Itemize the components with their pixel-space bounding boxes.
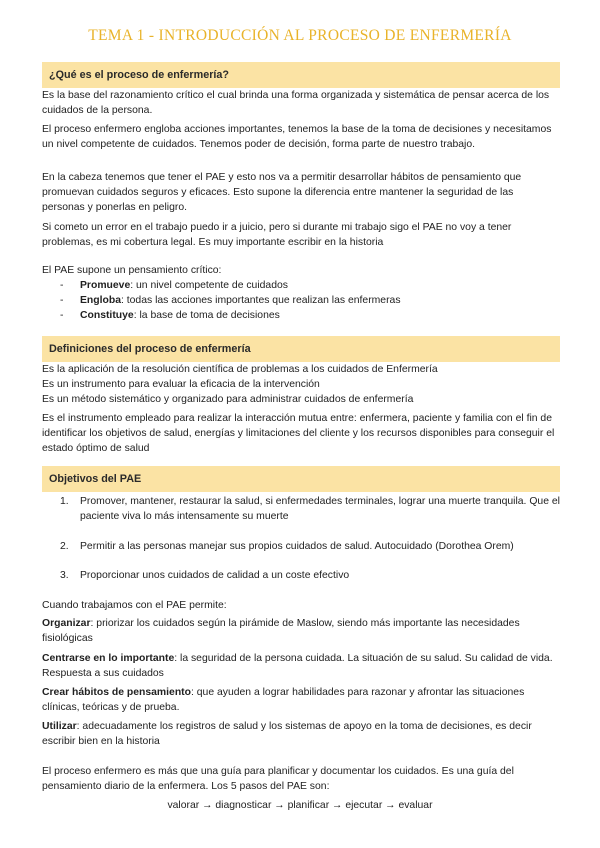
list-item	[42, 278, 558, 293]
pae-steps: valorar → diagnosticar → planificar → ejecutar → evaluar	[167, 800, 433, 811]
paragraph: El proceso enfermero es más que una guía para planificar y documentar los cuidados. Es una guía del pensamiento diario de la enfermera. Los 5 pasos del PAE son:	[42, 766, 514, 792]
bullet-dash: -	[60, 295, 64, 306]
list-item	[42, 293, 558, 308]
paragraph: Es la base del razonamiento crítico el cual brinda una forma organizada y sistemática de pensar acerca de los cuidados de la persona.	[42, 90, 550, 116]
section-heading-que-es	[42, 62, 560, 88]
bullet-term: Engloba	[80, 295, 121, 306]
paragraph: El proceso enfermero engloba acciones importantes, tenemos la base de la toma de decisiones y necesitamos un nivel competente de cuidados. Tenemos poder de decisión, forma parte de nuestro trabajo.	[42, 124, 552, 150]
definition-text: : la seguridad de la persona cuidada. La situación de su salud. Su calidad de vida. Respuesta a sus cuidados	[42, 653, 553, 679]
definition-paragraph	[42, 719, 558, 749]
section-heading-text: Definiciones del proceso de enfermería	[49, 343, 251, 355]
numbered-item	[60, 494, 560, 524]
definition-line: Es un instrumento para evaluar la eficacia de la intervención	[42, 379, 320, 390]
definition-paragraph	[42, 685, 558, 715]
paragraph: En la cabeza tenemos que tener el PAE y esto nos va a permitir desarrollar hábitos de pensamiento que promuevan cuidados seguros y eficaces. Esto supone la diferencia entre mantener la seguridad de las personas y ponerlas en peligro.	[42, 172, 522, 213]
bullet-list	[42, 278, 558, 323]
item-text: Promover, mantener, restaurar la salud, si enfermedades terminales, lograr una muerte tranquila. Que el paciente viva lo más intensamente su muerte	[80, 496, 560, 522]
definition-text: : priorizar los cuidados según la pirámide de Maslow, siendo más importante las necesidades fisiológicas	[42, 618, 520, 644]
list-intro: El PAE supone un pensamiento crítico:	[42, 265, 222, 276]
list-item	[42, 308, 558, 323]
paragraph: Es el instrumento empleado para realizar la interacción mutua entre: enfermera, paciente y familia con el fin de identificar los objetivos de salud, energías y limitaciones del cliente y los recursos disponibles para conseguir el estado óptimo de salud	[42, 413, 555, 454]
bullet-dash: -	[60, 280, 64, 291]
item-text: Proporcionar unos cuidados de calidad a un coste efectivo	[80, 570, 350, 581]
section-heading-definiciones	[42, 336, 560, 362]
item-number: 3.	[60, 570, 69, 581]
bullet-text: : la base de toma de decisiones	[133, 310, 280, 321]
item-number: 2.	[60, 541, 69, 552]
definition-term: Organizar	[42, 618, 91, 629]
definition-term: Utilizar	[42, 721, 77, 732]
item-number: 1.	[60, 496, 69, 507]
definition-line: Es la aplicación de la resolución científica de problemas a los cuidados de Enfermería	[42, 364, 438, 375]
item-text: Permitir a las personas manejar sus propios cuidados de salud. Autocuidado (Dorothea Orem)	[80, 541, 514, 552]
list-intro: Cuando trabajamos con el PAE permite:	[42, 600, 227, 611]
definition-text: : que ayuden a lograr habilidades para razonar y afrontar las situaciones clínicas, teóricas y de prueba.	[42, 687, 525, 713]
definition-term: Centrarse en lo importante	[42, 653, 175, 664]
numbered-item	[60, 568, 560, 583]
definition-term: Crear hábitos de pensamiento	[42, 687, 191, 698]
bullet-text: : todas las acciones importantes que realizan las enfermeras	[120, 295, 401, 306]
bullet-term: Constituye	[80, 310, 134, 321]
bullet-dash: -	[60, 310, 64, 321]
numbered-item	[60, 539, 560, 554]
bullet-term: Promueve	[80, 280, 131, 291]
section-heading-text: Objetivos del PAE	[49, 473, 142, 485]
bullet-text: : un nivel competente de cuidados	[130, 280, 288, 291]
paragraph: Si cometo un error en el trabajo puedo ir a juicio, pero si durante mi trabajo sigo el PAE no voy a tener problemas, es mi cobertura legal. Es muy importante escribir en la historia	[42, 222, 512, 248]
definition-paragraph	[42, 651, 558, 681]
definition-line: Es un método sistemático y organizado para administrar cuidados de enfermería	[42, 394, 414, 405]
section-heading-objetivos	[42, 466, 560, 492]
section-heading-text: ¿Qué es el proceso de enfermería?	[49, 69, 230, 81]
definition-paragraph	[42, 616, 558, 646]
definition-text: : adecuadamente los registros de salud y los sistemas de apoyo en la toma de decisiones, es decir escribir bien en la historia	[42, 721, 532, 747]
document-title: TEMA 1 - INTRODUCCIÓN AL PROCESO DE ENFERMERÍA	[88, 27, 512, 44]
